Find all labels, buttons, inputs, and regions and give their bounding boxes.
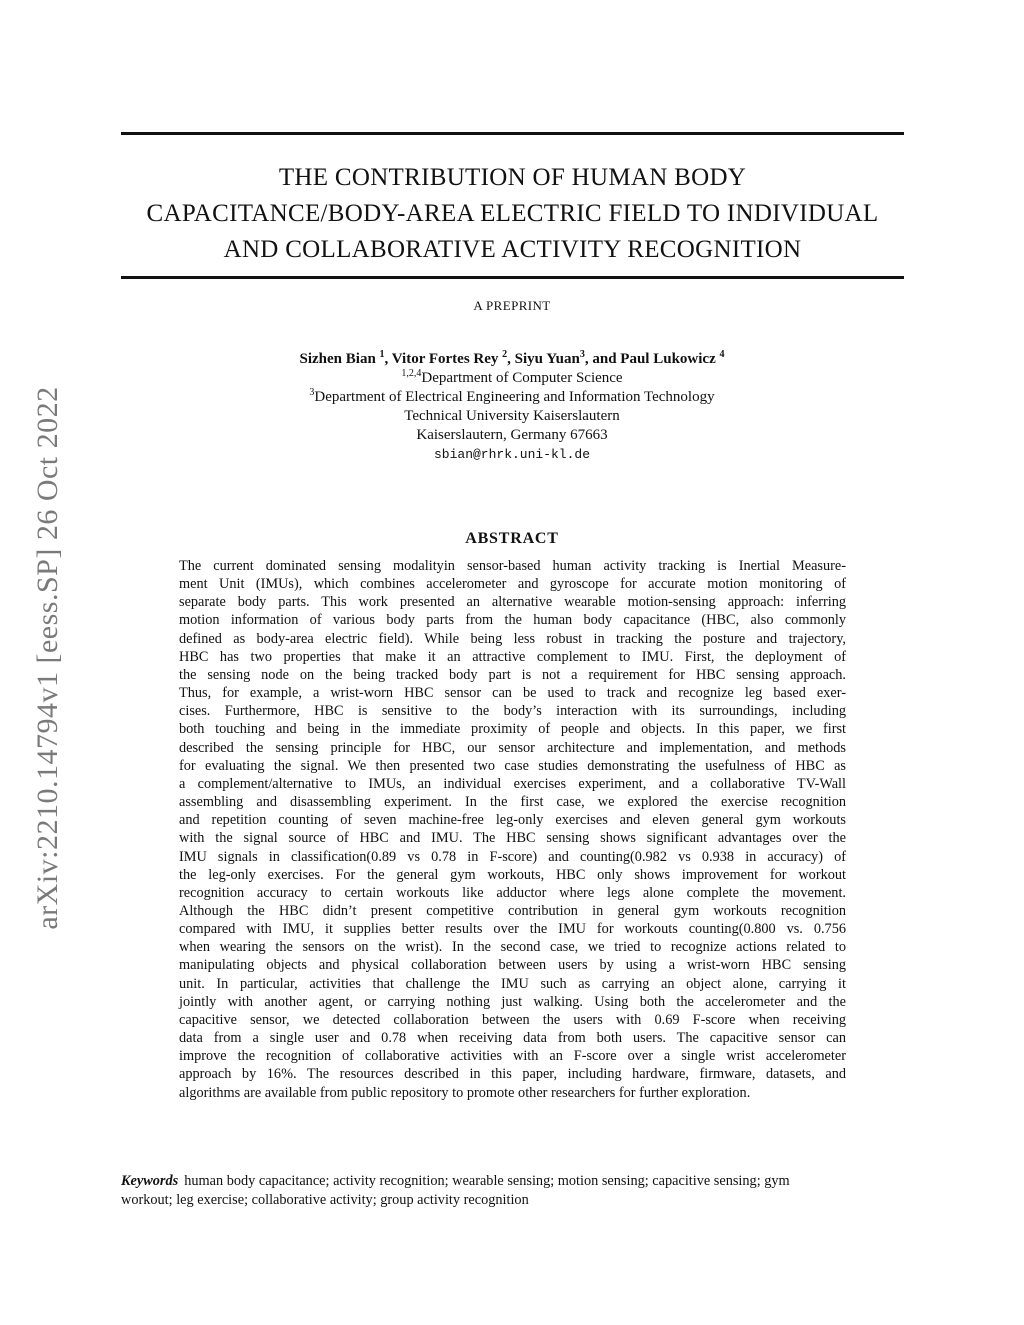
abstract-line: a complement/alternative to IMUs, an individual exercises experiment, and a collaborative TV-Wall bbox=[179, 775, 846, 792]
abstract-line: The current dominated sensing modalityin sensor-based human activity tracking is Inertial Measure- bbox=[179, 558, 846, 574]
abstract-line: jointly with another agent, or carrying nothing just walking. Using both the accelerometer and the bbox=[179, 993, 846, 1010]
abstract-line: Thus, for example, a wrist-worn HBC sensor can be used to track and recognize leg based exer- bbox=[179, 685, 846, 702]
abstract-line: with the signal source of HBC and IMU. The HBC sensing shows significant advantages over the bbox=[179, 830, 846, 847]
abstract-line: compared with IMU, it supplies better results over the IMU for workouts counting(0.800 vs. 0.756 bbox=[179, 921, 846, 938]
author-sup: 2 bbox=[502, 349, 508, 360]
affiliation-1 bbox=[0, 369, 1024, 388]
email: sbian@rhrk.uni-kl.de bbox=[433, 447, 591, 462]
city: Kaiserslautern, Germany 67663 bbox=[416, 427, 608, 443]
abstract-line: data from a single user and 0.78 when receiving data from both users. The capacitive sensor can bbox=[179, 1030, 846, 1047]
author-sup: 1 bbox=[379, 349, 385, 360]
author-sup: 3 bbox=[579, 349, 585, 360]
abstract-line: improve the recognition of collaborative activities with an F-score over a single wrist accelerometer bbox=[179, 1048, 846, 1065]
keywords-line-1 bbox=[121, 1172, 904, 1191]
affiliation-1-text: Department of Computer Science bbox=[421, 370, 623, 386]
preprint-label: A PREPRINT bbox=[473, 298, 551, 313]
abstract-line: the leg-only exercises. For the general gym workouts, HBC only shows improvement for workout bbox=[179, 866, 846, 883]
abstract-line: separate body parts. This work presented an alternative wearable motion-sensing approach: inferring bbox=[179, 594, 846, 611]
title-line-3: AND COLLABORATIVE ACTIVITY RECOGNITION bbox=[223, 236, 802, 263]
author-name: Paul Lukowicz bbox=[620, 351, 716, 367]
abstract-line: unit. In particular, activities that challenge the IMU such as carrying an object alone, carrying it bbox=[179, 975, 846, 992]
abstract-line: manipulating objects and physical collaboration between users by using a wrist-worn HBC sensing bbox=[179, 957, 846, 974]
abstract-line: ment Unit (IMUs), which combines accelerometer and gyroscope for accurate motion monitoring of bbox=[179, 576, 846, 593]
author-name: Sizhen Bian bbox=[299, 351, 376, 367]
author-sup: 4 bbox=[719, 349, 725, 360]
abstract-line: recognition accuracy to certain workouts like adductor where legs alone complete the movement. bbox=[179, 884, 846, 901]
abstract-line: capacitive sensor, we detected collaboration between the users with 0.69 F-score when receiving bbox=[179, 1011, 846, 1028]
abstract-line: motion information of various body parts from the human body capacitance (HBC, also commonly bbox=[179, 612, 846, 629]
title-bottom-rule bbox=[121, 276, 904, 279]
abstract-line: HBC has two properties that make it an attractive complement to IMU. First, the deployment of bbox=[179, 648, 846, 665]
keywords-block bbox=[121, 1172, 904, 1210]
abstract-line: Although the HBC didn’t present competitive contribution in general gym workouts recognition bbox=[179, 902, 846, 919]
title-top-rule bbox=[121, 132, 904, 135]
abstract-line: when wearing the sensors on the wrist). In the second case, we tried to recognize actions related to bbox=[179, 939, 846, 956]
abstract-line: IMU signals in classification(0.89 vs 0.78 in F-score) and counting(0.982 vs 0.938 in accuracy) of bbox=[179, 848, 846, 865]
university: Technical University Kaiserslautern bbox=[404, 408, 620, 424]
abstract-heading: ABSTRACT bbox=[465, 530, 559, 547]
author-block bbox=[0, 350, 1024, 464]
abstract-line: both touching and being in the immediate proximity of people and objects. In this paper, we first bbox=[179, 721, 846, 738]
abstract-line: described the sensing principle for HBC, our sensor architecture and implementation, and methods bbox=[179, 739, 846, 756]
affiliation-1-sup: 1,2,4 bbox=[401, 368, 422, 379]
keywords-line-2: workout; leg exercise; collaborative activity; group activity recognition bbox=[121, 1192, 529, 1208]
abstract-line: algorithms are available from public repository to promote other researchers for further exploration. bbox=[179, 1084, 751, 1101]
abstract-line: and repetition counting of seven machine-free leg-only exercises and eleven general gym workouts bbox=[179, 812, 846, 829]
keywords-label: Keywords bbox=[121, 1173, 179, 1189]
abstract-line: assembling and disassembling experiment. In the first case, we explored the exercise recognition bbox=[179, 794, 846, 811]
abstract-body bbox=[179, 557, 846, 1102]
abstract-line: cises. Furthermore, HBC is sensitive to the body’s interaction with its surroundings, including bbox=[179, 703, 846, 720]
abstract-line: approach by 16%. The resources described in this paper, including hardware, firmware, datasets, and bbox=[179, 1066, 846, 1083]
author-names bbox=[0, 350, 1024, 369]
author-sep: , and bbox=[584, 351, 621, 367]
paper-title bbox=[121, 160, 904, 268]
affiliation-2-sup: 3 bbox=[309, 387, 315, 398]
author-sep: , bbox=[507, 351, 515, 367]
affiliation-2-text: Department of Electrical Engineering and Information Technology bbox=[314, 389, 715, 405]
keywords-text-1: human body capacitance; activity recognition; wearable sensing; motion sensing; capacitive sensing; gym bbox=[184, 1173, 790, 1189]
author-name: Vitor Fortes Rey bbox=[391, 351, 499, 367]
author-name: Siyu Yuan bbox=[514, 351, 580, 367]
affiliation-2 bbox=[0, 388, 1024, 407]
author-sep: , bbox=[384, 351, 392, 367]
abstract-line: the sensing node on the being tracked body part is not a requirement for HBC sensing approach. bbox=[179, 666, 846, 683]
title-line-1: THE CONTRIBUTION OF HUMAN BODY bbox=[278, 164, 747, 191]
arxiv-stamp: arXiv:2210.14794v1 [eess.SP] 26 Oct 2022 bbox=[31, 386, 64, 930]
abstract-line: defined as body-area electric field). While being less robust in tracking the posture and trajectory, bbox=[179, 630, 846, 647]
title-line-2: CAPACITANCE/BODY-AREA ELECTRIC FIELD TO INDIVIDUAL bbox=[146, 200, 879, 227]
abstract-line: for evaluating the signal. We then presented two case studies demonstrating the usefulness of HBC as bbox=[179, 757, 846, 774]
